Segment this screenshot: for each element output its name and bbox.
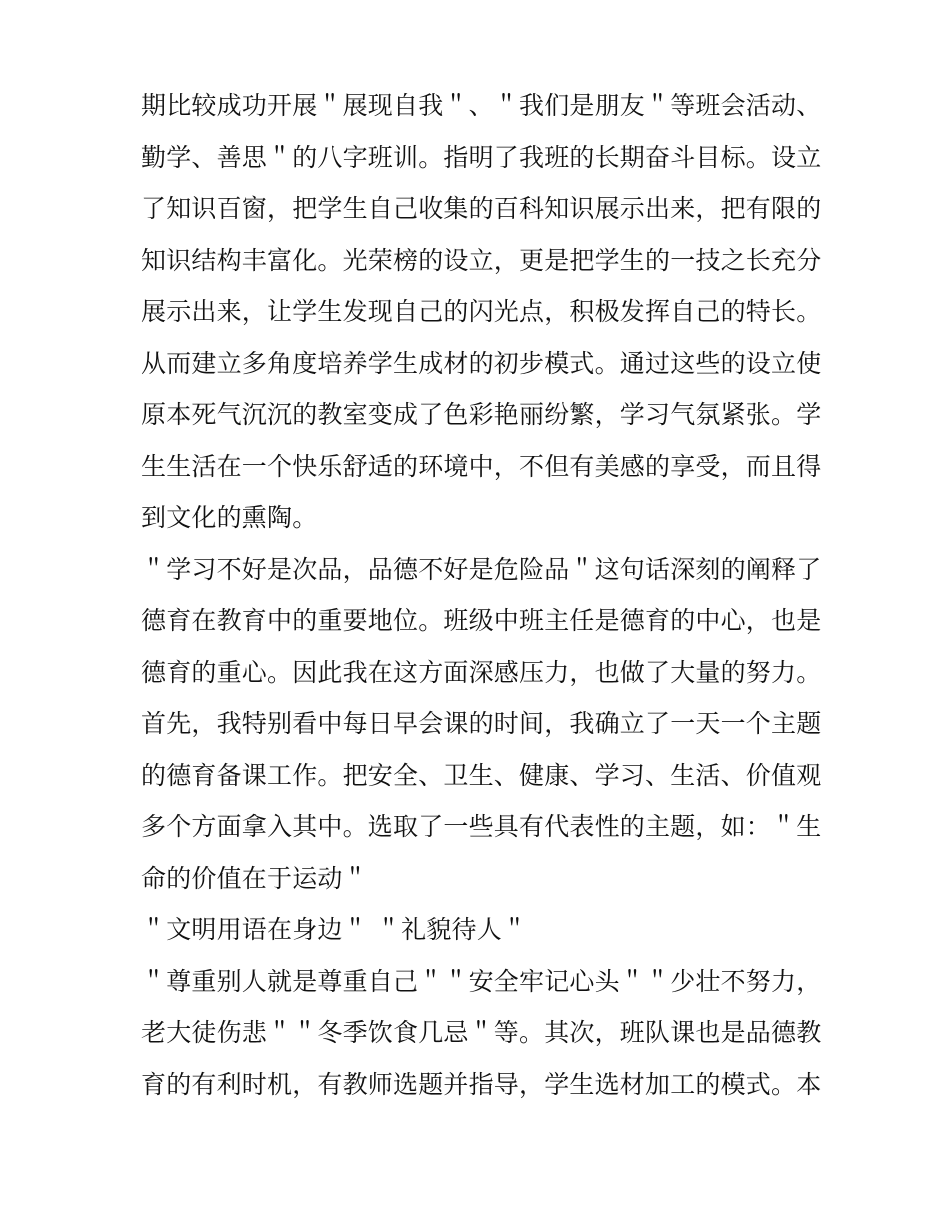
text-line: ＂文明用语在身边＂ ＂礼貌待人＂ [141, 915, 528, 944]
text-line: 多个方面拿入其中。选取了一些具有代表性的主题，如：＂生 [141, 812, 822, 841]
text-line: 的德育备课工作。把安全、卫生、健康、学习、生活、价值观 [141, 760, 822, 790]
text-line: 德育在教育中的重要地位。班级中班主任是德育的中心，也是 [141, 606, 822, 635]
text-line: 生生活在一个快乐舒适的环境中，不但有美感的享受，而且得 [141, 451, 822, 481]
text-line: 从而建立多角度培养学生成材的初步模式。通过这些的设立使 [141, 348, 822, 378]
text-line: ＂尊重别人就是尊重自己＂＂安全牢记心头＂＂少壮不努力， [141, 966, 822, 996]
text-line: 期比较成功开展＂展现自我＂、＂我们是朋友＂等班会活动、 [141, 91, 822, 120]
text-line: 原本死气沉沉的教室变成了色彩艳丽纷繁，学习气氛紧张。学 [141, 400, 822, 429]
text-line: 首先，我特别看中每日早会课的时间，我确立了一天一个主题 [141, 709, 822, 738]
text-line: ＂学习不好是次品，品德不好是危险品＂这句话深刻的阐释了 [141, 554, 822, 584]
text-line: 育的有利时机，有教师选题并指导，学生选材加工的模式。本 [141, 1069, 822, 1099]
text-line: 了知识百窗，把学生自己收集的百科知识展示出来，把有限的 [141, 194, 822, 223]
text-line: 知识结构丰富化。光荣榜的设立，更是把学生的一技之长充分 [141, 245, 822, 275]
text-line: 命的价值在于运动＂ [141, 863, 368, 893]
body-text [141, 80, 821, 1110]
text-line: 德育的重心。因此我在这方面深感压力，也做了大量的努力。 [141, 657, 822, 687]
text-line: 老大徒伤悲＂＂冬季饮食几忌＂等。其次，班队课也是品德教 [141, 1018, 822, 1047]
text-line: 勤学、善思＂的八字班训。指明了我班的长期奋斗目标。设立 [141, 142, 822, 172]
text-line: 到文化的熏陶。 [141, 503, 318, 532]
text-line: 展示出来，让学生发现自己的闪光点，积极发挥自己的特长。 [141, 297, 822, 326]
